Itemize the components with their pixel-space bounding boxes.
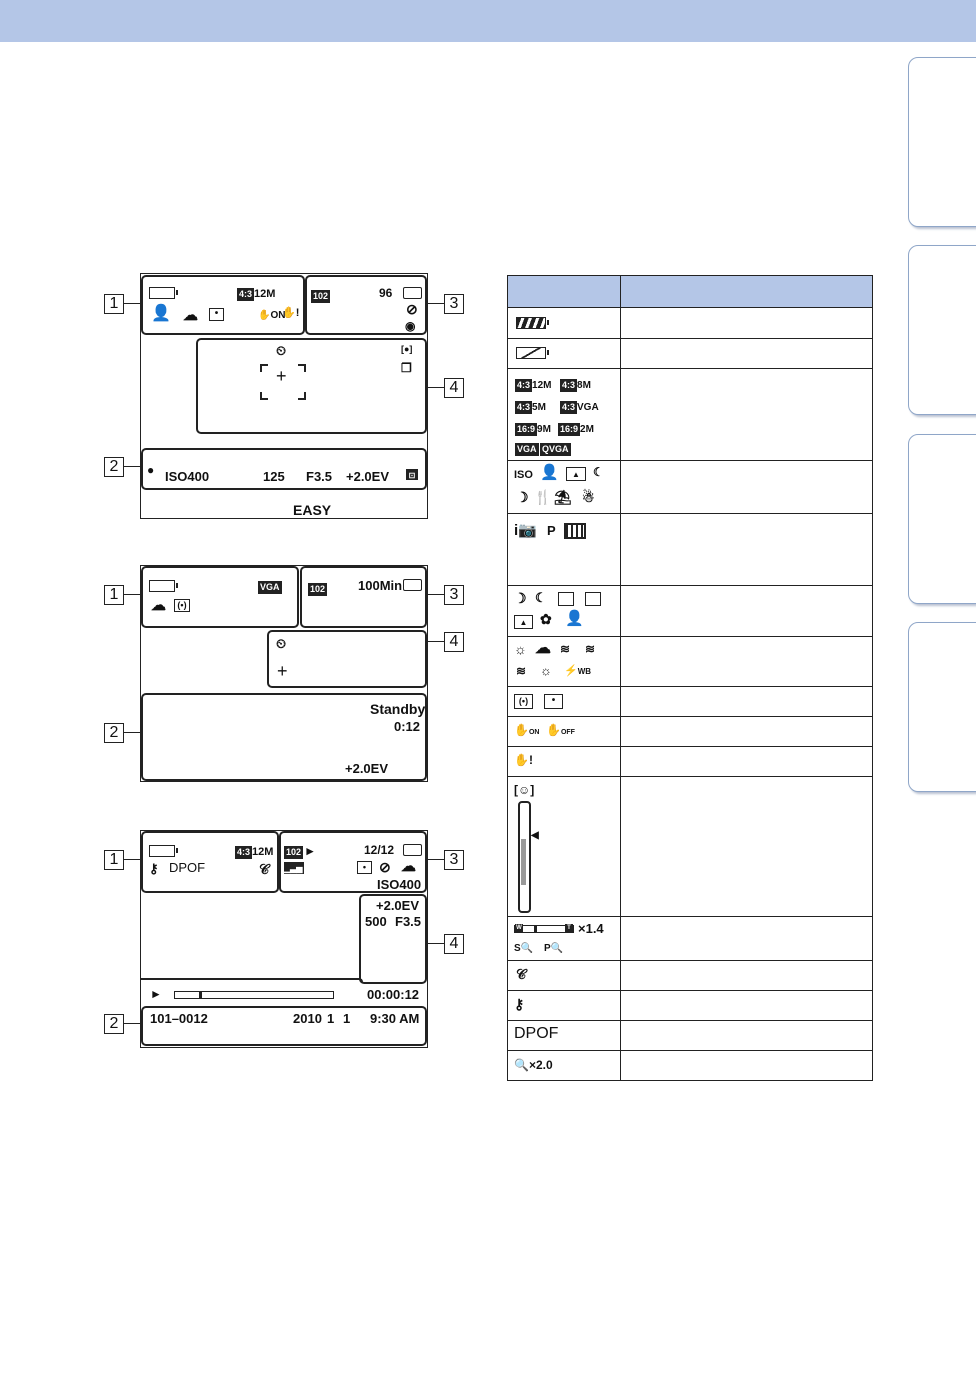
label-4: 4 [444,934,464,954]
af-cross-icon: + [277,661,288,681]
self-timer-icon: ⏲ [276,343,287,358]
table-row [508,1021,873,1051]
iso-value: ISO400 [377,877,422,892]
table-row [508,961,873,991]
battery-icon [149,580,175,592]
movie-size-icon: VGA [260,582,280,592]
burst-icon: ❐ [401,361,412,375]
memory-card-icon [403,579,422,591]
playback-position-marker [199,992,202,998]
steadyshot-icons: ✋ON ✋OFF [514,723,575,737]
af-cross-icon: + [276,366,287,386]
remaining-time: 100Min [358,578,403,593]
table-cell-meaning [621,637,873,687]
table-cell-meaning [621,514,873,586]
date-month: 1 [327,1011,335,1026]
play-icon[interactable]: ► [150,987,162,1001]
ev-value: +2.0EV [345,761,389,776]
multi-metering-icon: (•) [174,599,190,612]
battery-icon [149,287,175,299]
table-row [508,717,873,747]
flash-off-icon: ⊘ [379,859,391,875]
mode-icons: i📷 P [508,514,620,584]
side-tab-3[interactable] [908,434,976,604]
label-3: 3 [444,294,464,314]
table-cell-meaning [621,1021,873,1051]
self-timer-icon: ⏲ [276,636,287,651]
spot-metering-icon: • [209,308,224,321]
label-2: 2 [104,1014,124,1034]
image-size-icon: 4:3 12M [239,288,276,300]
playback-zoom-icon: 🔍×2.0 [514,1058,553,1072]
spot-metering-icon: • [357,861,372,874]
label-1: 1 [104,850,124,870]
battery-full-icon [516,317,546,329]
movie-zone-1 [141,566,299,628]
remaining-shots: 96 [379,286,393,300]
side-tab-1[interactable] [908,57,976,227]
folder-icon: 102 [313,291,329,301]
table-row [508,461,873,514]
red-eye-icon: ◉ [405,319,416,333]
indicator-table [507,275,873,1081]
playback-zone-1 [141,831,279,893]
standby-status: Standby [370,701,426,717]
table-cell-meaning [621,687,873,717]
face-detect-off-icon: [●] [401,344,413,354]
table-cell-meaning [621,717,873,747]
folder-icon: 102 [310,584,326,594]
easy-zone-3 [305,275,427,335]
table-row [508,1051,873,1081]
table-cell-meaning [621,1051,873,1081]
table-row [508,514,873,586]
label-1: 1 [104,294,124,314]
label-2: 2 [104,723,124,743]
table-row [508,339,873,369]
folder-icon: 102 ▸ [286,843,314,858]
elapsed-time: 00:00:12 [367,987,420,1002]
table-header-display [508,276,621,308]
label-4: 4 [444,378,464,398]
cloudy-icon: ☁ [401,858,416,875]
steadyshot-on-icon: ✋ON [258,310,286,321]
aperture-value: F3.5 [395,914,422,929]
label-1: 1 [104,585,124,605]
image-count: 12/12 [364,843,395,857]
protect-print-icon: 𝒞 [516,966,527,982]
white-balance-icons: ☼ ☁ ≋ ≋ ≋ ☼ ⚡WB [514,640,596,678]
table-cell-meaning [621,308,873,339]
table-header-row [508,276,873,308]
shutter-value: 125 [263,469,285,484]
dpof-label: DPOF [169,860,206,875]
playback-zone-2 [141,1006,427,1046]
flash-off-icon: ⊘ [406,301,418,317]
smile-sensitivity-icon: [☺] ◀ [508,777,620,915]
zoom-scale-icon: W T ×1.4 S🔍 P🔍 [514,921,604,954]
table-row [508,687,873,717]
clock: 9:30 AM [370,1011,420,1026]
table-row [508,991,873,1021]
memory-card-icon [403,287,422,299]
recording-time: 0:12 [394,719,421,734]
playback-zone-4 [359,894,427,1002]
table-row [508,917,873,961]
label-4: 4 [444,632,464,652]
cloudy-icon: ☁ [151,597,166,614]
metering-icons: (•) • [508,687,620,715]
table-cell-meaning [621,917,873,961]
file-number: 101–0012 [150,1011,208,1026]
protect-key-icon: ⚷ [514,996,525,1012]
side-tab-4[interactable] [908,622,976,792]
playback-zone-3 [279,831,427,893]
table-row [508,586,873,637]
date-year: 2010 [293,1011,322,1026]
histogram-icon: ▁▃▅ [284,864,303,873]
header-bar [0,0,976,42]
dpof-icon: DPOF [514,1025,559,1042]
table-cell-meaning [621,991,873,1021]
date-day: 1 [343,1011,351,1026]
movie-zone-4 [267,630,427,688]
movie-zone-3 [300,566,427,628]
label-3: 3 [444,585,464,605]
battery-empty-icon [516,347,546,359]
side-tab-2[interactable] [908,245,976,415]
iso-value: ISO400 [165,469,210,484]
table-header-meaning [621,276,873,308]
movie-zone-2 [141,693,427,781]
cloudy-icon: ☁ [183,307,198,324]
memory-card-icon [403,844,422,856]
focus-lock-icon: ● [147,463,155,477]
table-cell-meaning [621,339,873,369]
table-cell-meaning [621,961,873,991]
image-size-icons: 4:3 12M 4:3 8M 4:3 5M 4:3 VGA 16:9 9M 16:9 2M VGA QVGA [517,380,599,454]
image-size-icon: 4:3 12M [237,846,274,858]
print-icon: 𝒞 [259,861,270,877]
table-cell-meaning [621,369,873,461]
easy-zone-2 [141,448,427,490]
table-row [508,308,873,339]
table-row [508,747,873,777]
shake-warning-icon: ✋! [282,307,300,319]
table-cell-meaning [621,747,873,777]
scene-recognition-icons: ☽ ☾ ▲ ✿ 👤 [508,586,620,635]
table-cell-meaning [621,461,873,514]
table-row [508,637,873,687]
playback-bar[interactable] [174,991,334,999]
ev-value: +2.0EV [376,898,420,913]
table-row [508,369,873,461]
aperture-value: F3.5 [306,469,333,484]
camera-shake-icon: ✋! [514,753,533,767]
table-cell-meaning [621,586,873,637]
scene-icons: ISO 👤 ▲ ☾ ☽ 🍴 ⛱ ☃ [514,464,604,505]
label-3: 3 [444,850,464,870]
table-row [508,777,873,917]
label-2: 2 [104,457,124,477]
shutter-value: 500 [365,914,387,929]
battery-icon [149,845,175,857]
histogram-icon: ⊡ [406,469,418,480]
protect-key-icon: ⚷ [149,861,159,876]
easy-caption: EASY [293,502,332,518]
easy-zone-4 [196,338,427,434]
easy-zone-1 [141,275,305,335]
table-cell-meaning [621,777,873,917]
portrait-icon: 👤 [151,305,171,322]
ev-value: +2.0EV [346,469,390,484]
